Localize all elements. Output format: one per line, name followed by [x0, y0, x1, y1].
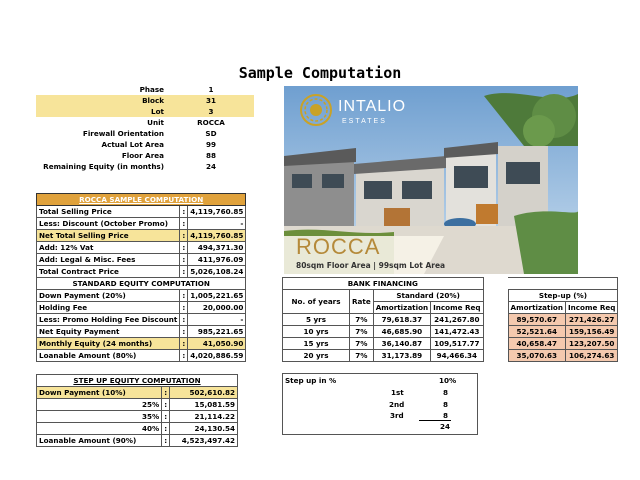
step-up-value: 24,130.54: [170, 423, 238, 435]
lot-info-value: 31: [168, 95, 254, 106]
lot-info-value: 99: [205, 140, 216, 149]
stepup-amort-cell: 35,070.63: [508, 350, 565, 362]
brand-name: INTALIO: [338, 98, 407, 115]
col-years: No. of years: [283, 290, 350, 314]
model-name: ROCCA: [296, 234, 381, 259]
lot-info-label: Block: [36, 95, 168, 106]
computation-value: 411,976.09: [188, 254, 246, 266]
spacer: [483, 290, 508, 302]
computation-value: 4,119,760.85: [188, 206, 246, 218]
colon-separator: :: [162, 411, 170, 423]
table-row: [283, 314, 618, 326]
step-up-percent: 10%: [439, 376, 457, 385]
lot-info-label: Floor Area: [121, 151, 164, 160]
stepup-label: Step-up (%): [508, 290, 618, 302]
property-image: [284, 86, 578, 274]
std-income-cell: 241,267.80: [431, 314, 483, 326]
colon-separator: :: [180, 218, 188, 230]
step-up-value: 21,114.22: [170, 411, 238, 423]
table-row: [283, 338, 618, 350]
computation-value: 4,119,760.85: [188, 230, 246, 242]
spacer: [483, 278, 508, 290]
years-cell: 5 yrs: [283, 314, 350, 326]
colon-separator: :: [162, 435, 170, 447]
equity-label: Less: Promo Holding Fee Discount: [37, 314, 180, 326]
lot-info-value: 24: [205, 162, 216, 171]
col-rate: Rate: [350, 290, 374, 314]
lot-info-label: Remaining Equity (in months): [43, 162, 164, 171]
step-up-equity-header: STEP UP EQUITY COMPUTATION: [37, 375, 238, 387]
total-divider: [419, 420, 451, 421]
equity-value: 20,000.00: [188, 302, 246, 314]
step-row-label: 2nd: [389, 400, 405, 409]
colon-separator: :: [180, 338, 188, 350]
computation-label: Total Selling Price: [37, 206, 180, 218]
step-up-label: Down Payment (10%): [37, 387, 162, 399]
std-income-cell: 141,472.43: [431, 326, 483, 338]
step-row-value: 8: [443, 400, 449, 409]
step-up-equity-table: [36, 374, 238, 447]
std-amort-cell: 31,173.89: [373, 350, 430, 362]
equity-value: 985,221.65: [188, 326, 246, 338]
spacer: [483, 338, 508, 350]
rate-cell: 7%: [350, 350, 374, 362]
model-caption: 80sqm Floor Area | 99sqm Lot Area: [296, 261, 446, 270]
colon-separator: :: [162, 399, 170, 411]
bank-header-filler: [508, 278, 618, 290]
lot-info-label: Firewall Orientation: [82, 129, 164, 138]
step-up-label: Step up in %: [285, 376, 337, 385]
equity-value: 4,020,886.59: [188, 350, 246, 362]
col-income: Income Req: [565, 302, 617, 314]
years-cell: 20 yrs: [283, 350, 350, 362]
stepup-income-cell: 106,274.63: [565, 350, 617, 362]
lot-info-value: 3: [168, 106, 254, 117]
step-row-label: 3rd: [390, 411, 404, 420]
equity-label: Loanable Amount (80%): [37, 350, 180, 362]
step-up-value: 15,081.59: [170, 399, 238, 411]
computation-label: Add: 12% Vat: [37, 242, 180, 254]
table-row: [283, 326, 618, 338]
spacer: [483, 350, 508, 362]
computation-label: Less: Discount (October Promo): [37, 218, 180, 230]
colon-separator: :: [180, 326, 188, 338]
colon-separator: :: [180, 254, 188, 266]
lot-info-label: Unit: [147, 118, 164, 127]
lot-info-label: Actual Lot Area: [101, 140, 164, 149]
lot-info-value: 88: [205, 151, 216, 160]
std-amort-cell: 79,618.37: [373, 314, 430, 326]
col-income: Income Req: [431, 302, 483, 314]
lot-info-value: SD: [205, 129, 217, 138]
lot-info-label: Phase: [139, 85, 164, 94]
equity-value: 41,050.90: [188, 338, 246, 350]
std-income-cell: 94,466.34: [431, 350, 483, 362]
std-amort-cell: 36,140.87: [373, 338, 430, 350]
spacer: [483, 314, 508, 326]
page-title: Sample Computation: [238, 64, 402, 82]
step-row-label: 1st: [391, 388, 404, 397]
lot-info-table: [36, 84, 254, 172]
colon-separator: :: [180, 206, 188, 218]
stepup-amort-cell: 52,521.64: [508, 326, 565, 338]
colon-separator: :: [180, 242, 188, 254]
step-up-label: Loanable Amount (90%): [37, 435, 162, 447]
colon-separator: :: [180, 230, 188, 242]
brand-sub: ESTATES: [342, 118, 387, 125]
table-row: [283, 350, 618, 362]
lot-info-value: ROCCA: [197, 118, 225, 127]
stepup-income-cell: 159,156.49: [565, 326, 617, 338]
colon-separator: :: [162, 387, 170, 399]
equity-label: Net Equity Payment: [37, 326, 180, 338]
col-amortization: Amortization: [508, 302, 565, 314]
step-up-label: 40%: [37, 423, 162, 435]
stepup-amort-cell: 89,570.67: [508, 314, 565, 326]
standard-label: Standard (20%): [373, 290, 483, 302]
sample-computation-header: ROCCA SAMPLE COMPUTATION: [37, 194, 246, 206]
years-cell: 10 yrs: [283, 326, 350, 338]
colon-separator: :: [180, 290, 188, 302]
equity-label: Holding Fee: [37, 302, 180, 314]
equity-value: 1,005,221.65: [188, 290, 246, 302]
standard-equity-header: STANDARD EQUITY COMPUTATION: [37, 278, 246, 290]
computation-value: 494,371.30: [188, 242, 246, 254]
colon-separator: :: [180, 266, 188, 278]
rate-cell: 7%: [350, 338, 374, 350]
stepup-amort-cell: 40,658.47: [508, 338, 565, 350]
rate-cell: 7%: [350, 314, 374, 326]
computation-value: 5,026,108.24: [188, 266, 246, 278]
bank-financing-table: [282, 277, 618, 362]
spacer: [483, 302, 508, 314]
stepup-income-cell: 123,207.50: [565, 338, 617, 350]
std-income-cell: 109,517.77: [431, 338, 483, 350]
computation-label: Add: Legal & Misc. Fees: [37, 254, 180, 266]
spacer: [483, 326, 508, 338]
std-amort-cell: 46,685.90: [373, 326, 430, 338]
step-row-value: 8: [443, 411, 449, 420]
colon-separator: :: [180, 314, 188, 326]
equity-label: Down Payment (20%): [37, 290, 180, 302]
colon-separator: :: [180, 350, 188, 362]
step-up-value: 502,610.82: [170, 387, 238, 399]
sample-computation-table: [36, 193, 246, 362]
colon-separator: :: [162, 423, 170, 435]
step-up-label: 35%: [37, 411, 162, 423]
stepup-income-cell: 271,426.27: [565, 314, 617, 326]
equity-label: Monthly Equity (24 months): [37, 338, 180, 350]
lot-info-value: 1: [208, 85, 214, 94]
computation-label: Net Total Selling Price: [37, 230, 180, 242]
computation-value: -: [188, 218, 246, 230]
years-cell: 15 yrs: [283, 338, 350, 350]
rate-cell: 7%: [350, 326, 374, 338]
step-up-value: 4,523,497.42: [170, 435, 238, 447]
colon-separator: :: [180, 302, 188, 314]
lot-info-label: Lot: [36, 106, 168, 117]
computation-label: Total Contract Price: [37, 266, 180, 278]
step-total: 24: [440, 422, 451, 431]
equity-value: -: [188, 314, 246, 326]
step-up-schedule: [282, 373, 478, 435]
step-row-value: 8: [443, 388, 449, 397]
bank-financing-header: BANK FINANCING: [283, 278, 484, 290]
col-amortization: Amortization: [373, 302, 430, 314]
step-up-label: 25%: [37, 399, 162, 411]
